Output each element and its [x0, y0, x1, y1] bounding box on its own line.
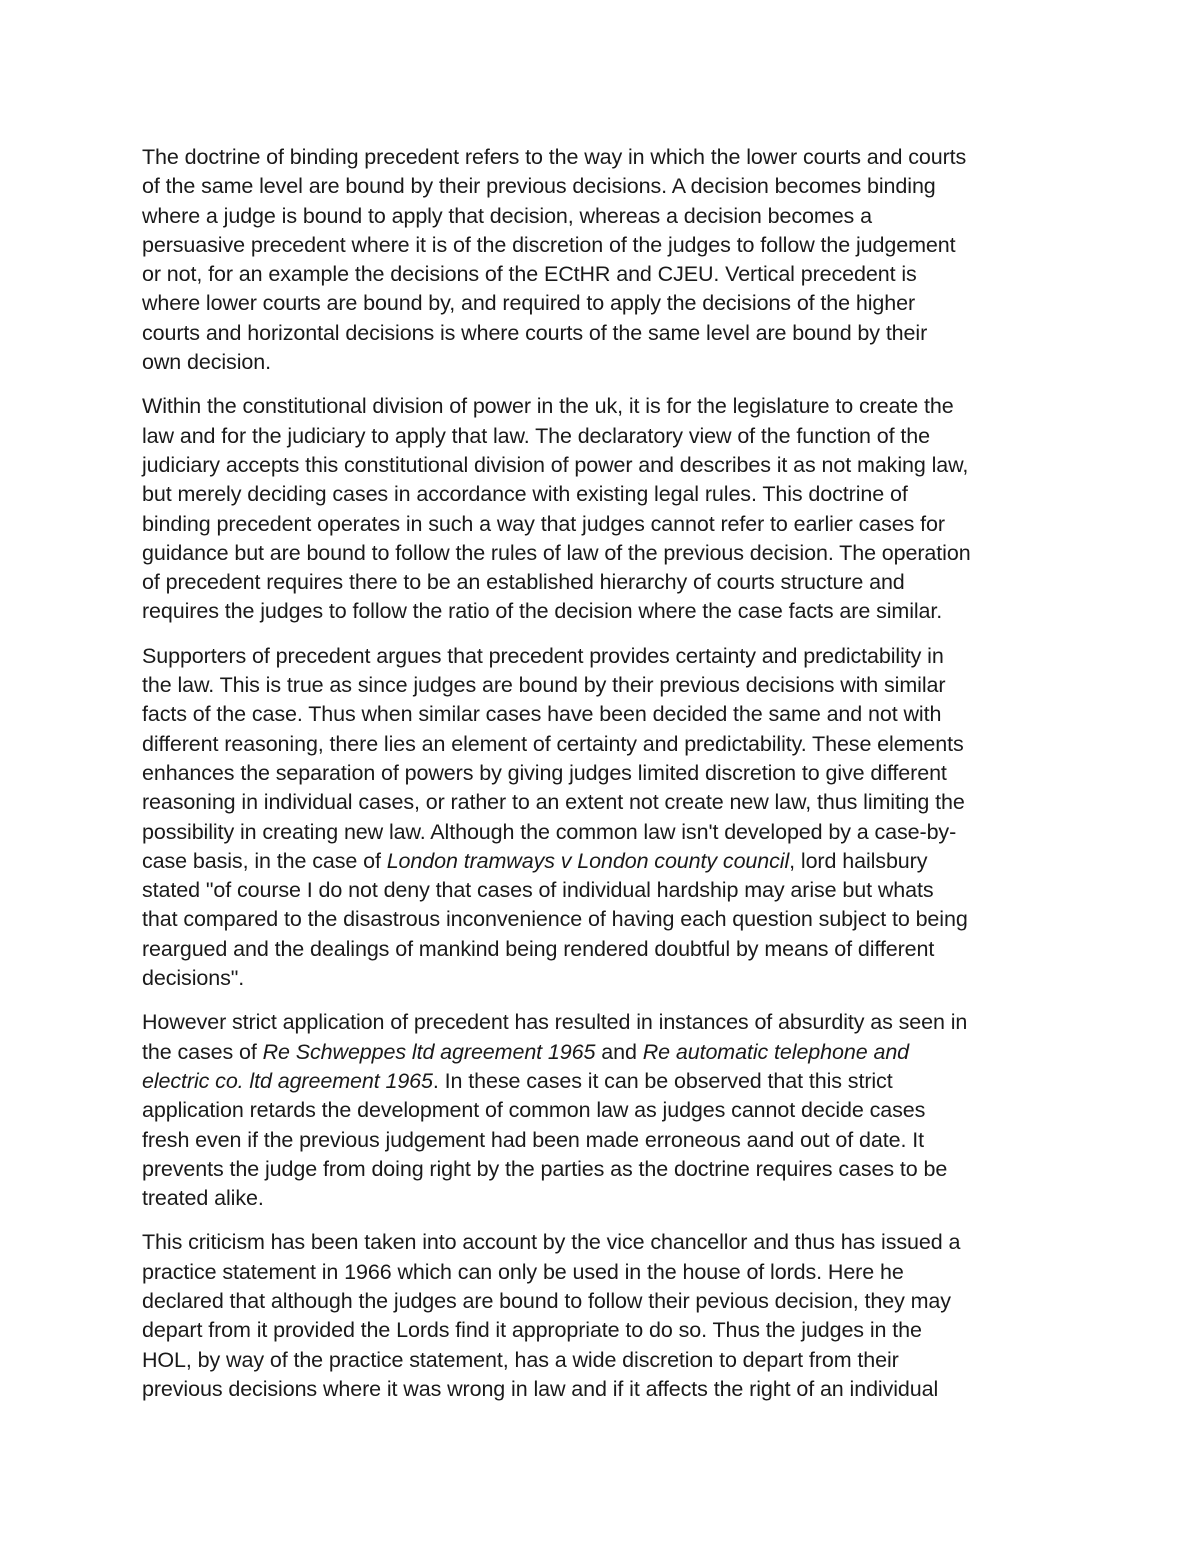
text-line [142, 422, 1064, 451]
text-line [142, 172, 1064, 201]
text-line [142, 392, 1064, 421]
text-line [142, 642, 1064, 671]
text-segment: previous decisions where it was wrong in law and if it affects the right of an individual [142, 1376, 939, 1401]
text-line [142, 759, 1064, 788]
text-line [142, 260, 1064, 289]
text-segment: persuasive precedent where it is of the discretion of the judges to follow the judgement [142, 232, 956, 257]
case-citation: Re automatic telephone and [642, 1039, 910, 1064]
paragraph [142, 642, 1064, 994]
text-line [142, 597, 1064, 626]
text-segment: HOL, by way of the practice statement, has a wide discretion to depart from their [142, 1347, 899, 1372]
text-segment: Supporters of precedent argues that precedent provides certainty and predictability in [142, 643, 944, 668]
text-segment: The doctrine of binding precedent refers to the way in which the lower courts and courts [142, 145, 967, 169]
text-line [142, 231, 1064, 260]
text-line [142, 730, 1064, 759]
text-segment: guidance but are bound to follow the rules of law of the previous decision. The operation [142, 540, 971, 565]
text-segment: the law. This is true as since judges are bound by their previous decisions with similar [142, 673, 946, 698]
text-line [142, 935, 1064, 964]
paragraph [142, 143, 1064, 377]
text-segment: application retards the development of common law as judges cannot decide cases [142, 1098, 926, 1123]
text-line [142, 1008, 1064, 1037]
text-segment: or not, for an example the decisions of the ECtHR and CJEU. Vertical precedent is [142, 262, 917, 287]
document-body [142, 143, 1064, 1419]
text-segment: Within the constitutional division of power in the uk, it is for the legislature to create the [142, 394, 954, 419]
text-segment: However strict application of precedent has resulted in instances of absurdity as seen in [142, 1010, 968, 1035]
text-line [142, 876, 1064, 905]
text-segment: where a judge is bound to apply that decision, whereas a decision becomes a [142, 203, 872, 228]
text-segment: , lord hailsbury [789, 848, 928, 873]
text-line [142, 847, 1064, 876]
text-line [142, 905, 1064, 934]
paragraph [142, 392, 1064, 626]
text-line [142, 480, 1064, 509]
text-segment: and [595, 1039, 643, 1064]
text-line [142, 1067, 1064, 1096]
text-line [142, 451, 1064, 480]
text-segment: judiciary accepts this constitutional division of power and describes it as not making law, [142, 452, 969, 477]
text-line [142, 700, 1064, 729]
text-line [142, 671, 1064, 700]
text-segment: depart from it provided the Lords find it appropriate to do so. Thus the judges in the [142, 1318, 922, 1343]
text-segment: requires the judges to follow the ratio of the decision where the case facts are similar. [142, 599, 943, 624]
text-segment: that compared to the disastrous inconvenience of having each question subject to being [142, 907, 968, 932]
text-line [142, 202, 1064, 231]
text-line [142, 1316, 1064, 1345]
text-segment: courts and horizontal decisions is where courts of the same level are bound by their [142, 320, 928, 345]
text-line [142, 818, 1064, 847]
text-segment: of precedent requires there to be an established hierarchy of courts structure and [142, 570, 905, 595]
text-segment: facts of the case. Thus when similar cases have been decided the same and not with [142, 702, 942, 727]
text-segment: decisions". [142, 966, 245, 991]
text-line [142, 510, 1064, 539]
case-citation: London tramways v London county council [386, 848, 790, 873]
text-line [142, 319, 1064, 348]
text-line [142, 143, 1064, 172]
text-segment: reargued and the dealings of mankind being rendered doubtful by means of different [142, 936, 935, 961]
text-segment: case basis, in the case of [142, 848, 387, 873]
text-segment: fresh even if the previous judgement had been made erroneous aand out of date. It [142, 1127, 924, 1152]
text-segment: of the same level are bound by their previous decisions. A decision becomes binding [142, 174, 936, 199]
text-line [142, 1375, 1064, 1404]
text-segment: own decision. [142, 350, 271, 375]
text-segment: stated "of course I do not deny that cases of individual hardship may arise but whats [142, 878, 934, 903]
text-segment: binding precedent operates in such a way that judges cannot refer to earlier cases for [142, 511, 945, 536]
text-line [142, 1155, 1064, 1184]
text-line [142, 788, 1064, 817]
paragraph [142, 1008, 1064, 1213]
text-segment: where lower courts are bound by, and required to apply the decisions of the higher [142, 291, 916, 316]
text-line [142, 1258, 1064, 1287]
text-line [142, 964, 1064, 993]
text-segment: the cases of [142, 1039, 263, 1064]
text-segment: This criticism has been taken into account by the vice chancellor and thus has issued a [142, 1230, 961, 1255]
text-line [142, 289, 1064, 318]
text-segment: treated alike. [142, 1186, 264, 1211]
text-line [142, 568, 1064, 597]
text-segment: prevents the judge from doing right by the parties as the doctrine requires cases to be [142, 1156, 948, 1181]
text-line [142, 539, 1064, 568]
text-segment: . In these cases it can be observed that this strict [432, 1068, 893, 1093]
text-segment: practice statement in 1966 which can only be used in the house of lords. Here he [142, 1259, 904, 1284]
text-line [142, 1346, 1064, 1375]
paragraph [142, 1228, 1064, 1404]
text-segment: law and for the judiciary to apply that law. The declaratory view of the function of the [142, 423, 930, 448]
text-line [142, 1228, 1064, 1257]
case-citation: Re Schweppes ltd agreement 1965 [262, 1039, 596, 1064]
text-line [142, 1184, 1064, 1213]
text-segment: but merely deciding cases in accordance with existing legal rules. This doctrine of [142, 482, 908, 507]
case-citation: electric co. ltd agreement 1965 [142, 1068, 433, 1093]
text-segment: possibility in creating new law. Although the common law isn't developed by a case-by- [142, 819, 957, 844]
text-segment: declared that although the judges are bound to follow their pevious decision, they may [142, 1288, 951, 1313]
text-line [142, 348, 1064, 377]
text-segment: enhances the separation of powers by giving judges limited discretion to give different [142, 760, 947, 785]
text-segment: reasoning in individual cases, or rather to an extent not create new law, thus limiting the [142, 790, 965, 815]
text-line [142, 1126, 1064, 1155]
text-line [142, 1287, 1064, 1316]
text-line [142, 1038, 1064, 1067]
text-line [142, 1096, 1064, 1125]
text-segment: different reasoning, there lies an element of certainty and predictability. These elements [142, 731, 964, 756]
